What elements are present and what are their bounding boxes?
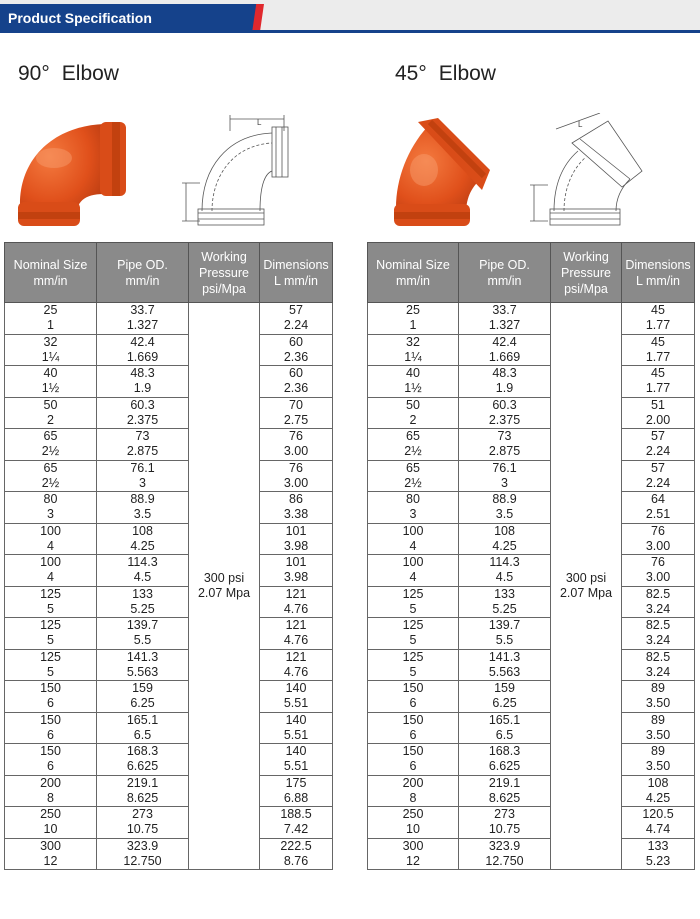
dimension-l-cell: 121 4.76 [260,586,333,618]
col-header-pipe-od: Pipe OD. mm/in [459,243,551,303]
table-row [5,334,333,366]
nominal-size-cell: 65 2½ [5,429,97,461]
pipe-od-cell: 114.3 4.5 [459,555,551,587]
dimension-l-cell: 188.5 7.42 [260,807,333,839]
nominal-size-cell: 65 2½ [5,460,97,492]
pipe-od-cell: 141.3 5.563 [97,649,189,681]
nominal-size-cell: 150 6 [368,712,459,744]
elbow-45-drawing [520,113,660,235]
nominal-size-cell: 100 4 [368,555,459,587]
nominal-size-cell: 300 12 [368,838,459,870]
table-row [368,775,695,807]
spec-table-90 [4,242,333,870]
table-row [5,303,333,335]
dimension-l-cell: 101 3.98 [260,555,333,587]
nominal-size-cell: 100 4 [5,523,97,555]
nominal-size-cell: 250 10 [368,807,459,839]
table-row [368,618,695,650]
dimension-l-cell: 120.5 4.74 [622,807,695,839]
pipe-od-cell: 33.7 1.327 [459,303,551,335]
dimension-l-cell: 121 4.76 [260,618,333,650]
pipe-od-cell: 273 10.75 [97,807,189,839]
dimension-l-cell: 57 2.24 [622,460,695,492]
dimension-l-cell: 82.5 3.24 [622,649,695,681]
dimension-l-cell: 45 1.77 [622,366,695,398]
col-header-pipe-od: Pipe OD. mm/in [97,243,189,303]
table-row [368,334,695,366]
dimension-l-cell: 140 5.51 [260,744,333,776]
dimension-l-cell: 133 5.23 [622,838,695,870]
table-row [368,744,695,776]
table-row [368,712,695,744]
pipe-od-cell: 108 4.25 [97,523,189,555]
dimension-l-cell: 140 5.51 [260,681,333,713]
nominal-size-cell: 80 3 [5,492,97,524]
nominal-size-cell: 200 8 [5,775,97,807]
dimension-l-cell: 89 3.50 [622,681,695,713]
spec-table-45 [367,242,695,870]
table-row [368,523,695,555]
table-row [368,649,695,681]
pipe-od-cell: 165.1 6.5 [97,712,189,744]
title-90-angle: 90° [18,62,50,85]
col-header-nominal: Nominal Size mm/in [5,243,97,303]
pipe-od-cell: 168.3 6.625 [97,744,189,776]
dimension-l-cell: 70 2.75 [260,397,333,429]
header-title: Product Specification [8,10,152,26]
nominal-size-cell: 150 6 [5,712,97,744]
nominal-size-cell: 125 5 [5,649,97,681]
nominal-size-cell: 25 1 [368,303,459,335]
title-90-elbow [18,62,119,86]
dimension-l-cell: 89 3.50 [622,744,695,776]
nominal-size-cell: 100 4 [368,523,459,555]
table-row [5,618,333,650]
pipe-od-cell: 323.9 12.750 [97,838,189,870]
pipe-od-cell: 48.3 1.9 [459,366,551,398]
nominal-size-cell: 65 2½ [368,429,459,461]
dimension-l-cell: 76 3.00 [260,460,333,492]
table-row [5,492,333,524]
table-row [5,397,333,429]
working-pressure-cell: 300 psi 2.07 Mpa [189,303,260,870]
dimension-l-cell: 101 3.98 [260,523,333,555]
dimension-l-cell: 76 3.00 [260,429,333,461]
dimension-l-cell: 175 6.88 [260,775,333,807]
pipe-od-cell: 73 2.875 [97,429,189,461]
pipe-od-cell: 42.4 1.669 [459,334,551,366]
table-row [5,712,333,744]
dimension-l-cell: 86 3.38 [260,492,333,524]
title-45-name: Elbow [438,62,496,85]
section-header [0,0,700,33]
dimension-l-cell: 45 1.77 [622,303,695,335]
dimension-l-cell: 222.5 8.76 [260,838,333,870]
nominal-size-cell: 150 6 [5,744,97,776]
nominal-size-cell: 125 5 [5,586,97,618]
pipe-od-cell: 73 2.875 [459,429,551,461]
nominal-size-cell: 125 5 [368,618,459,650]
table-header-row [368,243,695,303]
table-row [368,838,695,870]
pipe-od-cell: 273 10.75 [459,807,551,839]
dimension-l-cell: 51 2.00 [622,397,695,429]
nominal-size-cell: 125 5 [368,649,459,681]
table-row [5,586,333,618]
nominal-size-cell: 300 12 [5,838,97,870]
elbow-45-photo [386,118,492,230]
title-90-name: Elbow [61,62,119,85]
pipe-od-cell: 108 4.25 [459,523,551,555]
title-45-elbow [395,62,496,86]
table-row [368,460,695,492]
dimension-l-cell: 57 2.24 [622,429,695,461]
working-pressure-cell: 300 psi 2.07 Mpa [551,303,622,870]
title-45-angle: 45° [395,62,427,85]
col-header-nominal: Nominal Size mm/in [368,243,459,303]
nominal-size-cell: 150 6 [5,681,97,713]
table-row [5,366,333,398]
col-header-pressure: Working Pressure psi/Mpa [189,243,260,303]
col-header-pressure: Working Pressure psi/Mpa [551,243,622,303]
table-row [5,775,333,807]
pipe-od-cell: 60.3 2.375 [97,397,189,429]
pipe-od-cell: 60.3 2.375 [459,397,551,429]
nominal-size-cell: 125 5 [368,586,459,618]
pipe-od-cell: 114.3 4.5 [97,555,189,587]
nominal-size-cell: 50 2 [368,397,459,429]
nominal-size-cell: 250 10 [5,807,97,839]
table-row [5,649,333,681]
pipe-od-cell: 133 5.25 [459,586,551,618]
pipe-od-cell: 139.7 5.5 [459,618,551,650]
table-row [5,460,333,492]
nominal-size-cell: 65 2½ [368,460,459,492]
pipe-od-cell: 141.3 5.563 [459,649,551,681]
pipe-od-cell: 42.4 1.669 [97,334,189,366]
dimension-l-cell: 82.5 3.24 [622,618,695,650]
table-row [5,807,333,839]
table-header-row [5,243,333,303]
pipe-od-cell: 139.7 5.5 [97,618,189,650]
table-row [5,838,333,870]
pipe-od-cell: 168.3 6.625 [459,744,551,776]
table-row [368,586,695,618]
pipe-od-cell: 159 6.25 [459,681,551,713]
table-row [368,366,695,398]
pipe-od-cell: 88.9 3.5 [459,492,551,524]
nominal-size-cell: 25 1 [5,303,97,335]
pipe-od-cell: 219.1 8.625 [97,775,189,807]
table-row [368,807,695,839]
nominal-size-cell: 125 5 [5,618,97,650]
nominal-size-cell: 32 1¼ [368,334,459,366]
nominal-size-cell: 80 3 [368,492,459,524]
dimension-l-cell: 121 4.76 [260,649,333,681]
table-row [368,303,695,335]
dimension-l-cell: 76 3.00 [622,555,695,587]
table-row [5,744,333,776]
nominal-size-cell: 100 4 [5,555,97,587]
nominal-size-cell: 50 2 [5,397,97,429]
nominal-size-cell: 32 1¼ [5,334,97,366]
table-row [368,397,695,429]
pipe-od-cell: 33.7 1.327 [97,303,189,335]
table-row [5,523,333,555]
elbow-90-drawing [172,113,302,235]
col-header-dimensions: Dimensions L mm/in [260,243,333,303]
nominal-size-cell: 150 6 [368,681,459,713]
drawing-label-l-45: L [578,120,583,129]
nominal-size-cell: 150 6 [368,744,459,776]
pipe-od-cell: 165.1 6.5 [459,712,551,744]
table-row [5,429,333,461]
table-row [5,555,333,587]
dimension-l-cell: 89 3.50 [622,712,695,744]
nominal-size-cell: 40 1½ [5,366,97,398]
table-row [368,429,695,461]
pipe-od-cell: 323.9 12.750 [459,838,551,870]
elbow-90-photo [14,118,130,230]
dimension-l-cell: 82.5 3.24 [622,586,695,618]
pipe-od-cell: 76.1 3 [459,460,551,492]
table-row [368,492,695,524]
pipe-od-cell: 219.1 8.625 [459,775,551,807]
col-header-dimensions: Dimensions L mm/in [622,243,695,303]
header-underline [0,30,700,33]
dimension-l-cell: 64 2.51 [622,492,695,524]
dimension-l-cell: 108 4.25 [622,775,695,807]
drawing-label-l: L [257,118,262,127]
pipe-od-cell: 88.9 3.5 [97,492,189,524]
dimension-l-cell: 60 2.36 [260,366,333,398]
table-row [5,681,333,713]
dimension-l-cell: 140 5.51 [260,712,333,744]
dimension-l-cell: 45 1.77 [622,334,695,366]
pipe-od-cell: 48.3 1.9 [97,366,189,398]
pipe-od-cell: 159 6.25 [97,681,189,713]
nominal-size-cell: 40 1½ [368,366,459,398]
nominal-size-cell: 200 8 [368,775,459,807]
table-row [368,555,695,587]
dimension-l-cell: 76 3.00 [622,523,695,555]
dimension-l-cell: 57 2.24 [260,303,333,335]
table-row [368,681,695,713]
dimension-l-cell: 60 2.36 [260,334,333,366]
pipe-od-cell: 76.1 3 [97,460,189,492]
pipe-od-cell: 133 5.25 [97,586,189,618]
